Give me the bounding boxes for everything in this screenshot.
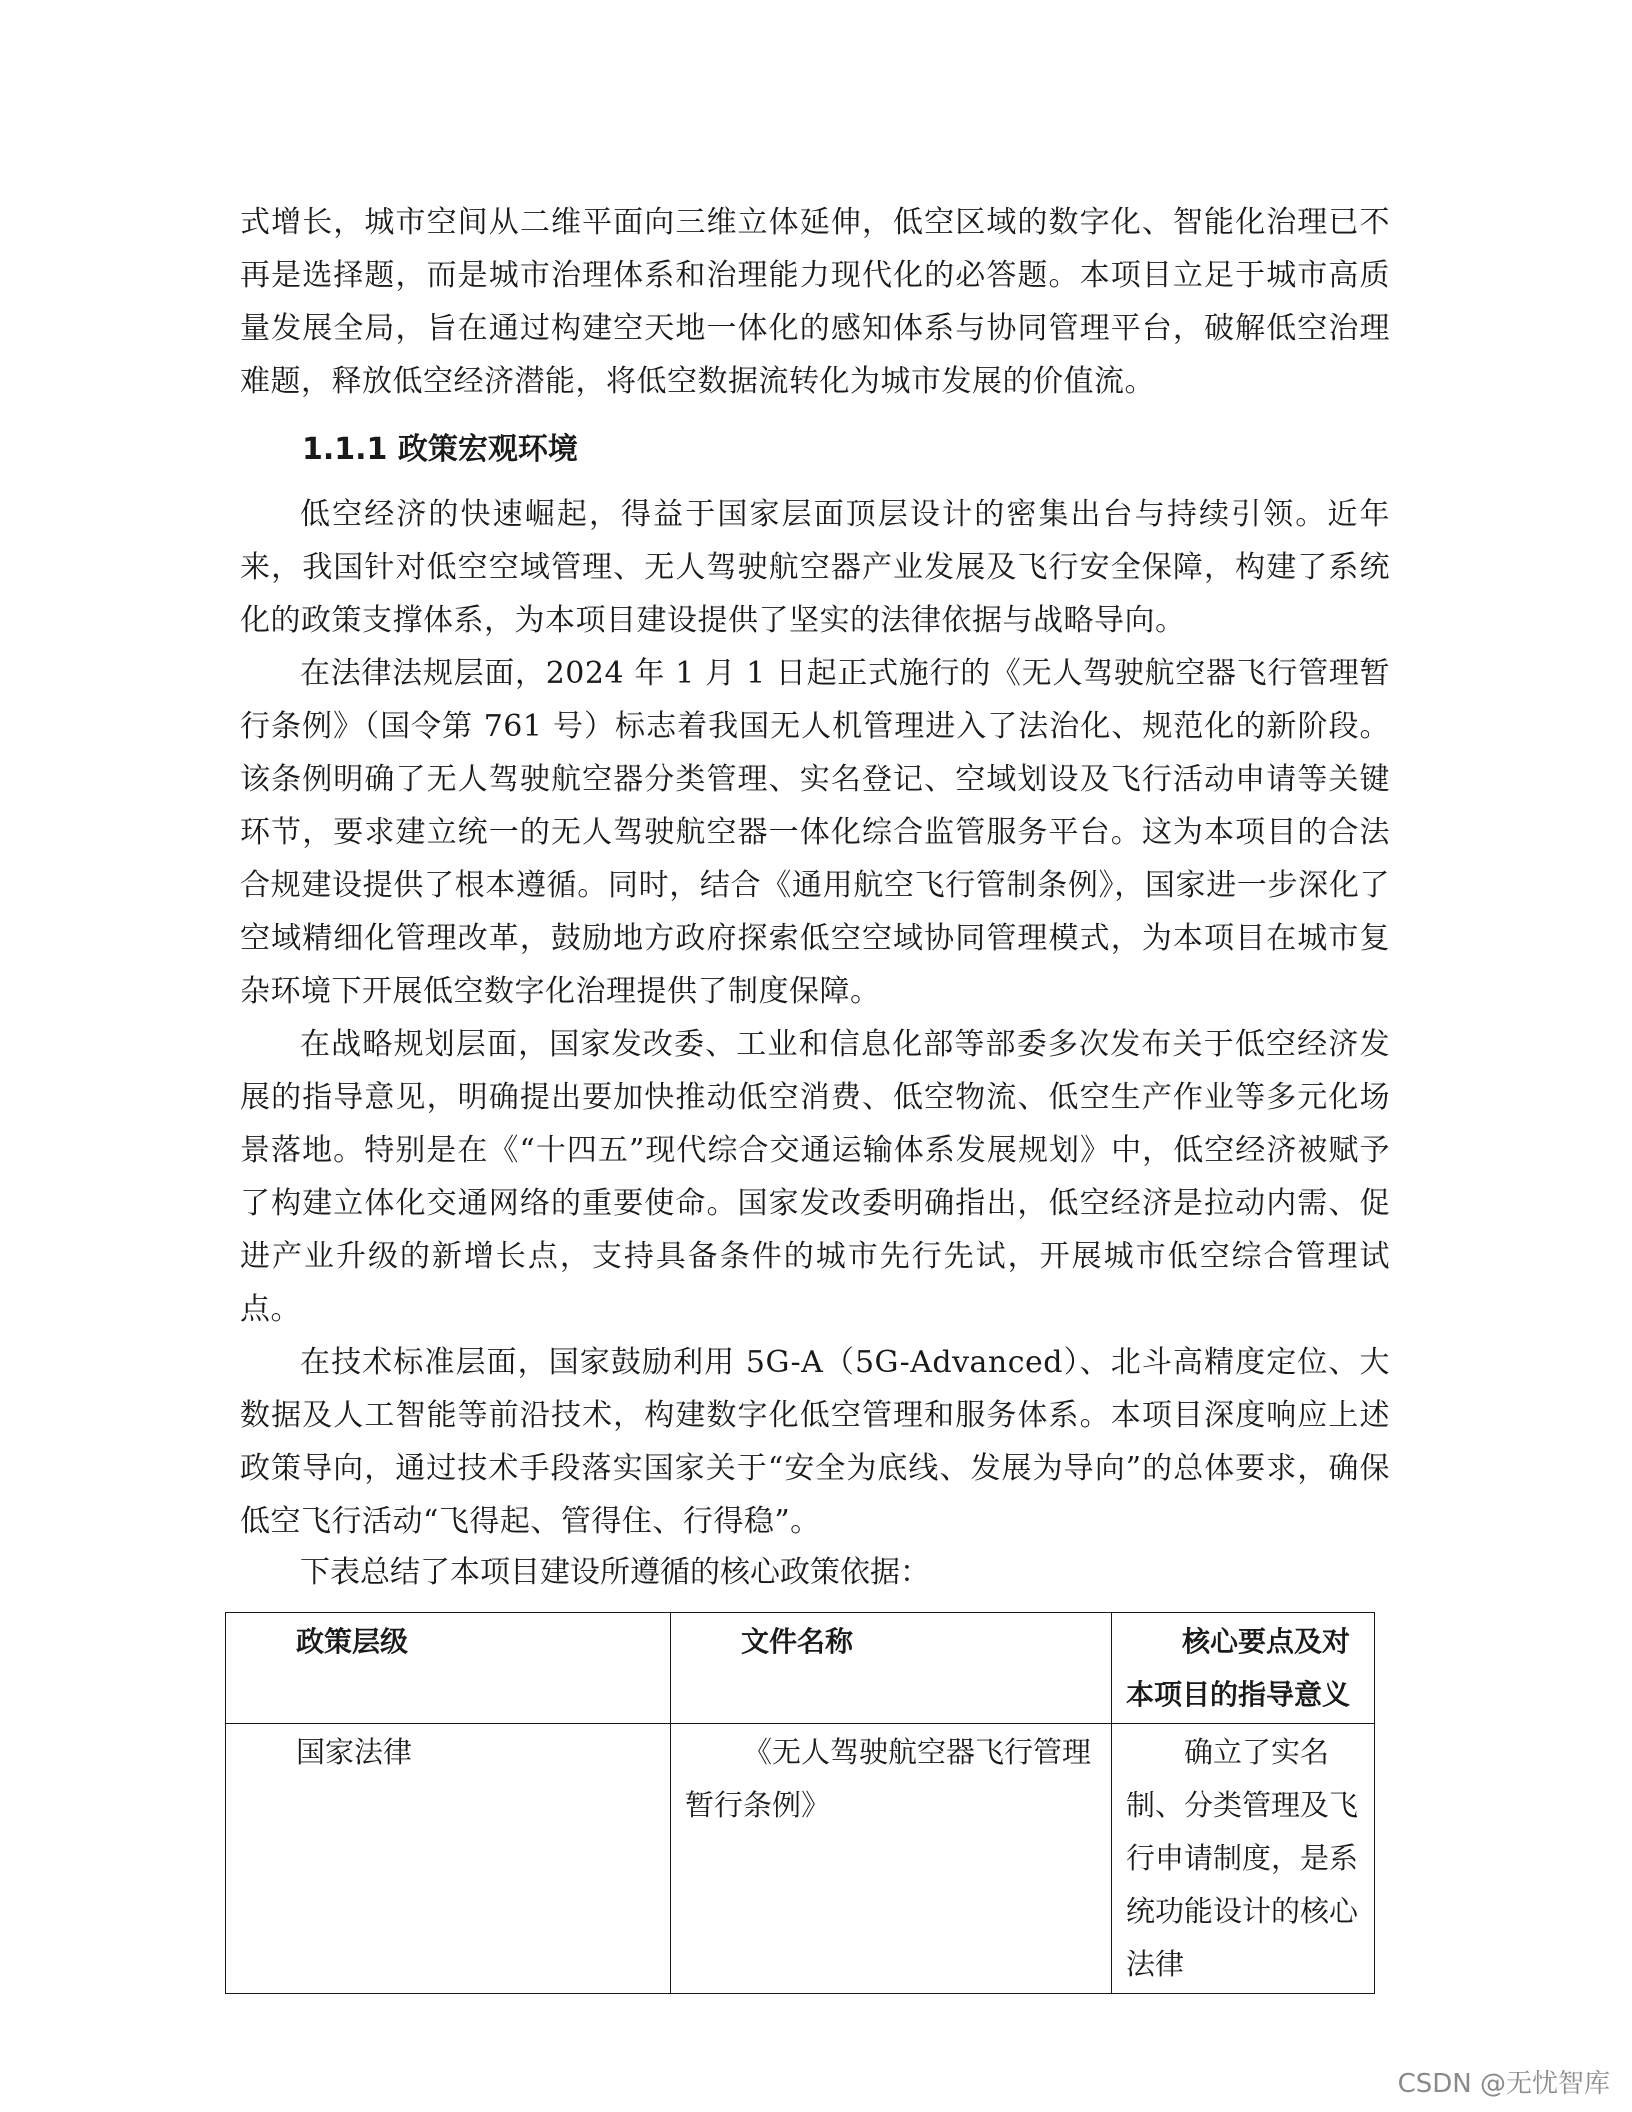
paragraph-overview: 低空经济的快速崛起，得益于国家层面顶层设计的密集出台与持续引领。近年来，我国针对低空空域管理、无人驾驶航空器产业发展及飞行安全保障，构建了系统化的政策支撑体系，为本项目建设提供了坚实的法律依据与战略导向。 bbox=[240, 497, 1390, 638]
header-significance: 核心要点及对本项目的指导意义 bbox=[1112, 1613, 1375, 1724]
watermark: CSDN @无忧智库 bbox=[1397, 2069, 1610, 2099]
header-policy-level: 政策层级 bbox=[226, 1613, 671, 1724]
cell-document-name: 《无人驾驶航空器飞行管理暂行条例》 bbox=[671, 1724, 1112, 1994]
table-header-row bbox=[226, 1613, 1375, 1724]
section-heading: 1.1.1 政策宏观环境 bbox=[302, 432, 578, 467]
cell-policy-level: 国家法律 bbox=[226, 1724, 671, 1994]
header-document-name: 文件名称 bbox=[671, 1613, 1112, 1724]
table-intro: 下表总结了本项目建设所遵循的核心政策依据： bbox=[300, 1555, 930, 1590]
table-row bbox=[226, 1724, 1375, 1994]
cell-significance: 确立了实名制、分类管理及飞行申请制度，是系统功能设计的核心法律 bbox=[1112, 1724, 1375, 1994]
document-body bbox=[240, 196, 1390, 1598]
policy-table bbox=[225, 1612, 1375, 1994]
paragraph-technology: 在技术标准层面，国家鼓励利用 5G-A（5G-Advanced）、北斗高精度定位、大数据及人工智能等前沿技术，构建数字化低空管理和服务体系。本项目深度响应上述政策导向，通过技术手段落实国家关于“安全为底线、发展为导向”的总体要求，确保低空飞行活动“飞得起、管得住、行得稳”。 bbox=[240, 1345, 1390, 1539]
paragraph-strategy: 在战略规划层面，国家发改委、工业和信息化部等部委多次发布关于低空经济发展的指导意见，明确提出要加快推动低空消费、低空物流、低空生产作业等多元化场景落地。特别是在《“十四五”现代综合交通运输体系发展规划》中，低空经济被赋予了构建立体化交通网络的重要使命。国家发改委明确指出，低空经济是拉动内需、促进产业升级的新增长点，支持具备条件的城市先行先试，开展城市低空综合管理试点。 bbox=[240, 1027, 1390, 1327]
intro-paragraph: 式增长，城市空间从二维平面向三维立体延伸，低空区域的数字化、智能化治理已不再是选择题，而是城市治理体系和治理能力现代化的必答题。本项目立足于城市高质量发展全局，旨在通过构建空天地一体化的感知体系与协同管理平台，破解低空治理难题，释放低空经济潜能，将低空数据流转化为城市发展的价值流。 bbox=[240, 205, 1390, 399]
paragraph-legal: 在法律法规层面，2024 年 1 月 1 日起正式施行的《无人驾驶航空器飞行管理暂行条例》（国令第 761 号）标志着我国无人机管理进入了法治化、规范化的新阶段。该条例明确了无人驾驶航空器分类管理、实名登记、空域划设及飞行活动申请等关键环节，要求建立统一的无人驾驶航空器一体化综合监管服务平台。这为本项目的合法合规建设提供了根本遵循。同时，结合《通用航空飞行管制条例》，国家进一步深化了空域精细化管理改革，鼓励地方政府探索低空空域协同管理模式，为本项目在城市复杂环境下开展低空数字化治理提供了制度保障。 bbox=[240, 656, 1390, 1009]
